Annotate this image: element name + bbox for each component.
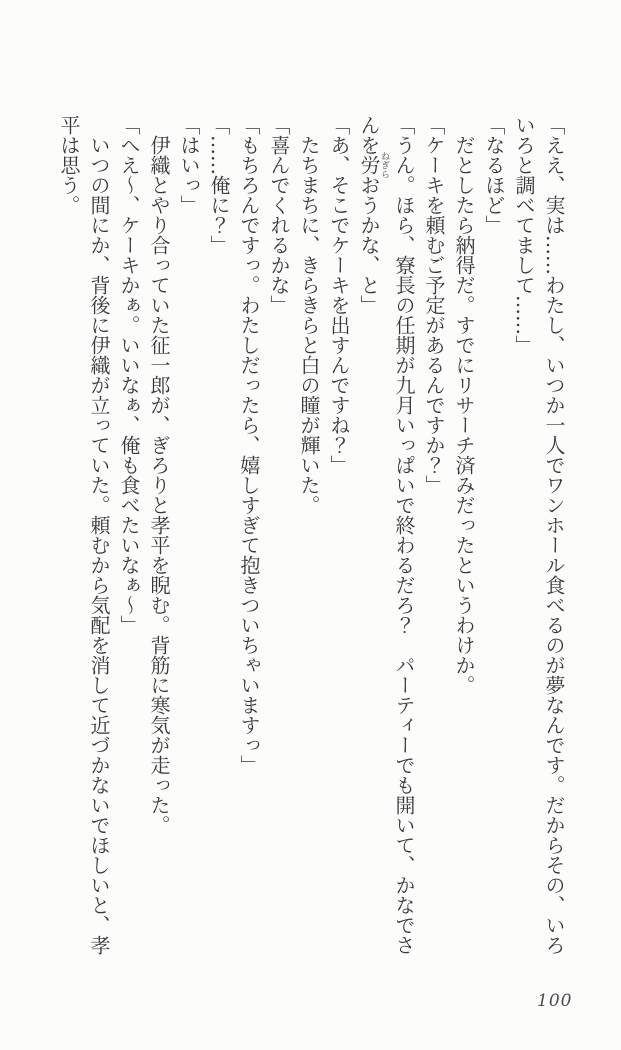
text-line-dialogue: 「へえ〜、ケーキかぁ。いいなぁ、俺も食べたいなぁ〜」 [117, 115, 141, 635]
text-line-narration: 平は思う。 [57, 115, 81, 215]
text-line-narration: たちまちに、きらきらと白の瞳が輝いた。 [297, 135, 321, 515]
text-line-narration: 伊織とやり合っていた征一郎が、ぎろりと孝平を睨む。背筋に寒気が走った。 [147, 135, 171, 835]
text-line-dialogue: 「もちろんですっ。わたしだったら、嬉しすぎて抱きついちゃいますっ」 [237, 115, 261, 775]
text-line-narration: いつの間にか、背後に伊織が立っていた。頼むから気配を消して近づかないでほしいと、孝 [87, 135, 111, 955]
ruby-furigana: ねぎら [379, 151, 389, 179]
text-line-dialogue: 「うん。ほら、寮長の任期が九月いっぱいで終わるだろ？ パーティーでも開いて、かなでさ [392, 115, 416, 955]
text-line-narration: だとしたら納得だ。すでにリサーチ済みだったというわけか。 [452, 135, 476, 695]
ruby-base: 労 [357, 151, 381, 179]
ruby-post-text: おうかな、と」 [357, 175, 381, 315]
text-area [54, 115, 569, 965]
ruby-annotation [357, 151, 389, 179]
text-line-dialogue: 「喜んでくれるかな」 [267, 115, 291, 315]
text-line-dialogue: 「……俺に？」 [207, 115, 231, 255]
text-line-dialogue-ruby [354, 115, 389, 965]
text-line-dialogue: 「あ、そこでケーキを出すんですね？」 [327, 115, 351, 475]
text-line-dialogue: いろと調べてまして……」 [512, 115, 536, 355]
ruby-pre-text: んを [357, 115, 381, 155]
text-line-dialogue: 「はいっ」 [177, 115, 201, 215]
page-number: 100 [537, 991, 573, 1011]
text-line-dialogue: 「ええ、実は……わたし、いつか一人でワンホール食べるのが夢なんです。だからその、いろ [542, 115, 566, 955]
text-line-dialogue: 「ケーキを頼むご予定があるんですか？」 [422, 115, 446, 495]
text-line-dialogue: 「なるほど」 [482, 115, 506, 235]
